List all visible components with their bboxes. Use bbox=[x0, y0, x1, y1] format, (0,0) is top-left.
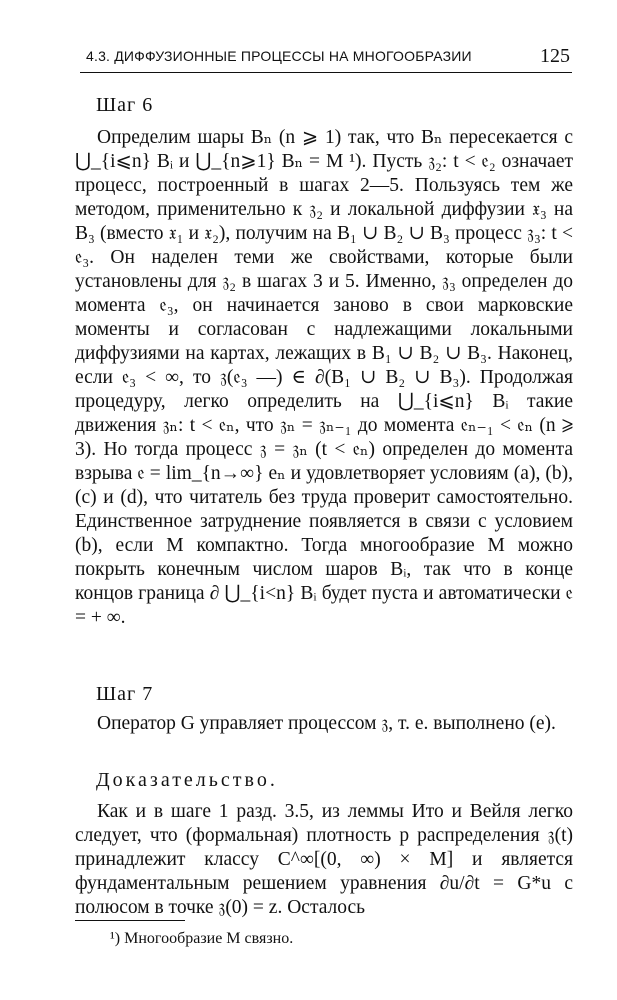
proof-paragraph: Как и в шаге 1 разд. 3.5, из леммы Ито и Вейля легко следует, что (формальная) плотность p распределения 𝔷(t) принадлежит классу C^∞[(0, ∞) × M] и является фундаментальным решением уравнения ∂u/∂t = G*u с полюсом в точке 𝔷(0) = z. Осталось bbox=[75, 801, 573, 918]
header-title: 4.3. ДИФФУЗИОННЫЕ ПРОЦЕССЫ НА МНОГООБРАЗИИ bbox=[86, 48, 472, 64]
step-6-paragraph: Определим шары Bₙ (n ⩾ 1) так, что Bₙ пересекается с ⋃_{i⩽n} Bᵢ и ⋃_{n⩾1} Bₙ = M ¹). Пусть 𝔷₂: t < 𝔢₂ означает процесс, построенный в шагах 2—5. Пользуясь тем же методом, применительно к 𝔷₂ и локальной диффузии 𝔵₃ на B₃ (вместо 𝔵₁ и 𝔵₂), получим на B₁ ∪ B₂ ∪ B₃ процесс 𝔷₃: t < 𝔢₃. Он наделен теми же свойствами, которые были установлены для 𝔷₂ в шагах 3 и 5. Именно, 𝔷₃ определен до момента 𝔢₃, он начинается заново в свои марковские моменты и согласован с надлежащими локальными диффузиями на картах, лежащих в B₁ ∪ B₂ ∪ B₃. Наконец, если 𝔢₃ < ∞, то 𝔷(𝔢₃ —) ∈ ∂(B₁ ∪ B₂ ∪ B₃). Продолжая процедуру, легко определить на ⋃_{i⩽n} Bᵢ такие движения 𝔷ₙ: t < 𝔢ₙ, что 𝔷ₙ = 𝔷ₙ₋₁ до момента 𝔢ₙ₋₁ < 𝔢ₙ (n ⩾ 3). Но тогда процесс 𝔷 = 𝔷ₙ (t < 𝔢ₙ) определен до момента взрыва 𝔢 = lim_{n→∞} eₙ и удовлетворяет условиям (a), (b), (c) и (d), что читатель без труда проверит самостоятельно. Единственное затруднение появляется в связи с условием (b), если M компактно. Тогда многообразие M можно покрыть конечным числом шаров Bᵢ, так что в конце концов граница ∂ ⋃_{i<n} Bᵢ будет пуста и автоматически 𝔢 = + ∞. bbox=[75, 127, 573, 628]
footnote-rule bbox=[75, 920, 185, 921]
step-6-heading: Шаг 6 bbox=[96, 94, 154, 116]
step-7-heading: Шаг 7 bbox=[96, 683, 154, 705]
page-number: 125 bbox=[540, 45, 570, 67]
footnote: ¹) Многообразие M связно. bbox=[110, 930, 294, 947]
step-7-paragraph: Оператор G управляет процессом 𝔷, т. е. выполнено (e). bbox=[97, 713, 556, 734]
proof-heading: Доказательство. bbox=[96, 769, 278, 791]
running-header bbox=[80, 45, 572, 73]
